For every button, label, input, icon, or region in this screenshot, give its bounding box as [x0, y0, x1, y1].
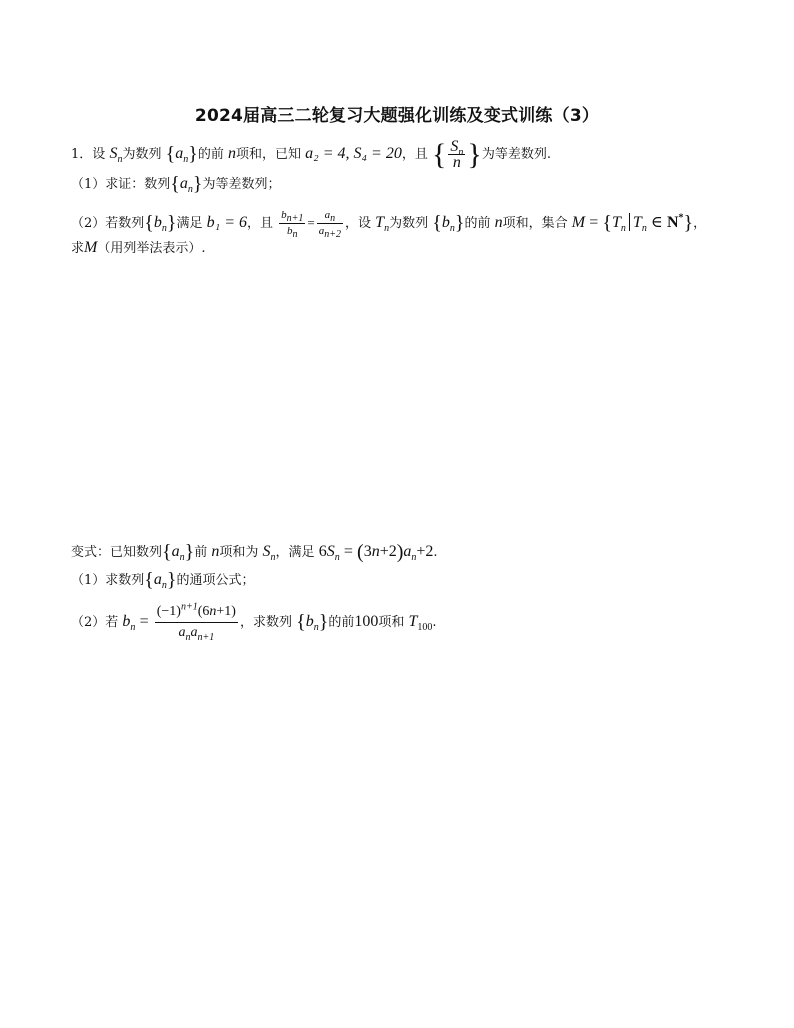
variant-part1: （1）求数列$\{a_n\}$的通项公式；: [71, 569, 255, 592]
problem1-statement: 1．设 $S_n$为数列 $\{a_n\}$的前 n项和，已知 a₂ = 4, S₄ = 20，且 { $\frac{S_n}{n}$ }为等差数列.: [71, 138, 551, 171]
variant-statement: 变式：已知数列$\{a_n\}$前 n项和为 $S_n$，满足 $6S_n = (3n+2)a_n+2$.: [71, 541, 438, 564]
math-Tn: $T_n$: [375, 214, 390, 235]
page-title: 2024届高三二轮复习大题强化训练及变式训练（3）: [194, 106, 600, 126]
math-n: n: [211, 543, 220, 560]
math-seq-an: $\{a_n\}$: [170, 173, 203, 196]
math-Sn: $S_n$: [109, 145, 123, 166]
math-relation: $6S_n = (3n+2)a_n+2$: [318, 541, 434, 564]
math-T100: $T_{100}$: [408, 613, 433, 634]
math-n: n: [227, 145, 236, 162]
math-seq-bn: $\{b_n\}$: [144, 212, 177, 235]
math-b1: b₁ = 6: [206, 214, 248, 231]
math-M: M: [84, 239, 98, 256]
math-seq-bn: $\{b_n\}$: [432, 212, 465, 235]
math-100: 100: [354, 613, 379, 630]
math-set-M: $M = \{T_n$ $T_n$ ∈ N*}: [571, 212, 694, 235]
math-seq-bn: $\{b_n\}$: [296, 611, 329, 634]
math-n: n: [494, 214, 503, 231]
math-given: a₂ = 4, S₄ = 20: [305, 145, 402, 162]
math-seq-an: $\{a_n\}$: [144, 569, 177, 592]
math-seq-Sn-over-n: { $\frac{S_n}{n}$ }: [432, 138, 482, 171]
problem1-part2: （2）若数列$\{b_n\}$满足 b₁ = 6，且 $\frac{b_{n+1}}{b_n}$ = $\frac{a_n}{a_{n+2}}$ ，设 $T_n$为数列 $\{b_n\}$的前 n项和，集合 $M = \{T_n$ $T_n$ ∈ N*}，: [71, 209, 707, 241]
variant-part2: （2）若 $b_n$ = $\frac{(-1)^{n+1}(6n+1)}{a_na_{n+1}}$ ，求数列 $\{b_n\}$的前100项和 $T_{100}$.: [71, 601, 437, 643]
math-seq-an: $\{a_n\}$: [165, 143, 198, 166]
math-seq-an: $\{a_n\}$: [162, 541, 195, 564]
problem1-part1: （1）求证：数列$\{a_n\}$为等差数列；: [71, 173, 281, 196]
math-bn-def: $b_n$ = $\frac{(-1)^{n+1}(6n+1)}{a_na_{n+1}}$: [122, 601, 236, 643]
math-Sn: $S_n$: [262, 543, 276, 564]
problem1-part2-line2: 求M（用列举法表示）.: [71, 239, 206, 256]
math-ratio: $\frac{b_{n+1}}{b_n}$ = $\frac{a_n}{a_{n+2}}$: [281, 209, 342, 241]
